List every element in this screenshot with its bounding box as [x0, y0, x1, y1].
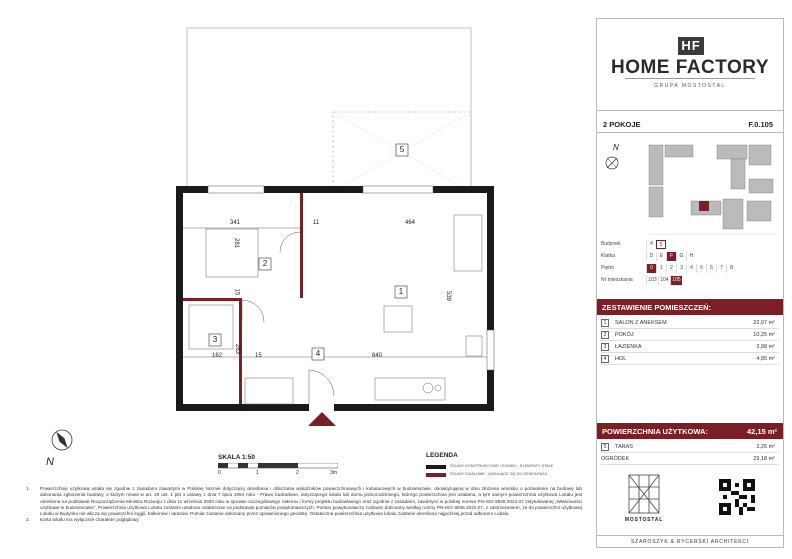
- note-item: [26, 517, 582, 523]
- grid-cell: 2: [666, 264, 676, 273]
- room-row-area: 4,95 m²: [756, 356, 775, 362]
- brand-name: HOME FACTORY: [610, 57, 769, 78]
- note-text: Powierzchnię użytkową ustala się zgodnie z zasadami zawartymi w Polskiej Normie dotyczącej określania i obliczania wskaźników powierzchniowych i kubaturowych w budownictwie, obowiązującej w dniu złożenia wniosku o pozwolenie na budowę lub dokonania zgłoszenia budowy, o którym mowa w art. 29 ust. 1 pkt 1 ustawy z dnia 7 lipca 1994 roku - Prawo budowlane, dotyczącego lokalu lub domu jednorodzinnego, którego powierzchnia jest ustalana, a tym samym powierzchnia użytkowa Lokalu jest określona na podstawie Rozporządzenia Ministra Rozwoju z dnia 11 września 2020 roku w sprawie szczegółowego zakresu i formy projektu budowlanego oraz zgodnie z zasadami, zawartymi w polskiej normie PN-ISO 9836:2022.07 zatytułowanej „Właściwości użytkowe w budownictwie”. Powierzchnia użytkowa Lokalu zostanie ustalona ostatecznie na podstawie pomiarów powykonawczych. Pomiar powykonawczy zostanie dokonany według normy PN-ISO 9836:2022.07, z zastrzeżeniem, że do powierzchni użytkowej Lokalu w Budynku nie wlicza się powierzchni loggii, balkonów i tarasów. Pomiar zostanie dokonany przez uprawnionego geodetę. Ostateczna powierzchnia użytkowa lokalu zostanie określona najpóźniej przed odbiorem Lokalu.: [40, 486, 582, 517]
- room-row-area: 3,98 m²: [756, 344, 775, 350]
- room-row: [601, 319, 779, 329]
- grid-cell: G: [676, 252, 686, 261]
- grid-cell: 4: [686, 264, 696, 273]
- grid-cell: 1: [656, 264, 666, 273]
- grid-row-stairwell: [601, 251, 696, 261]
- grid-row-building: [601, 239, 666, 249]
- room-row-name: POKÓJ: [615, 332, 634, 338]
- compass-small-icon: [603, 143, 621, 173]
- scale-bar: [218, 454, 348, 484]
- usable-area-label: POWIERZCHNIA UŻYTKOWA:: [602, 427, 708, 436]
- scale-title: SKALA 1:50: [218, 454, 255, 461]
- grid-label: Budynek: [601, 241, 621, 247]
- legend-title: LEGENDA: [426, 452, 458, 459]
- room-number-4: 4: [315, 349, 321, 358]
- room-row-area: 22,97 m²: [753, 320, 775, 326]
- room-row-name: HOL: [615, 356, 627, 362]
- grid-row-floor: [601, 263, 736, 273]
- apartment-rooms: 2 POKOJE: [603, 120, 641, 129]
- apartment-bar: [597, 119, 783, 133]
- grid-cell: 6: [706, 264, 716, 273]
- scale-tick: 1: [256, 470, 259, 476]
- qr-code-icon[interactable]: [719, 479, 755, 515]
- room-number-1: 1: [398, 287, 404, 296]
- scale-graphic: [218, 463, 338, 469]
- grid-cell: 103: [646, 276, 658, 285]
- usable-area-value: 42,15 m²: [746, 427, 777, 436]
- dimension-label: 15: [233, 288, 240, 296]
- compass-icon: [38, 426, 78, 472]
- room-number-2: 2: [262, 259, 268, 268]
- extra-area-name: OGRÓDEK: [601, 456, 630, 462]
- room-row-name: ŁAZIENKA: [615, 344, 642, 350]
- grid-cell: H: [686, 252, 696, 261]
- dimension-label: 283: [234, 343, 241, 355]
- brand-badge: HF: [678, 37, 704, 55]
- entrance-arrow: [308, 412, 336, 426]
- north-label: N: [46, 456, 54, 468]
- dimension-label: 281: [233, 237, 240, 249]
- grid-cell-active: 0: [646, 264, 656, 273]
- dimension-label: 539: [445, 290, 452, 302]
- notes: [26, 486, 582, 524]
- extra-area-row: [601, 455, 779, 465]
- grid-cell-active: 5: [656, 240, 666, 249]
- grid-label: Nr mieszkania: [601, 277, 633, 283]
- dimension-label: 15: [255, 353, 262, 359]
- grid-cell: 5: [696, 264, 706, 273]
- grid-cell: 104: [658, 276, 670, 285]
- room-row: [601, 343, 779, 353]
- rooms-header: ZESTAWIENIE POMIESZCZEŃ:: [597, 299, 783, 315]
- room-row-number: 3: [601, 343, 609, 351]
- scale-tick: 2: [296, 470, 299, 476]
- room-row: [601, 355, 779, 365]
- extra-area-row: [601, 443, 779, 453]
- dimension-label: 162: [212, 353, 223, 359]
- grid-cell: D: [646, 252, 656, 261]
- grid-cell: E: [656, 252, 666, 261]
- dimension-label: 11: [313, 220, 320, 226]
- building-key-plan: [647, 139, 777, 239]
- grid-cell: 3: [676, 264, 686, 273]
- apartment-code: F.0.105: [748, 120, 773, 129]
- extra-area-name: TARAS: [615, 444, 633, 450]
- grid-cell-active: F: [666, 252, 676, 261]
- note-text: Karta lokalu ma wyłącznie charakter poglądowy.: [40, 517, 140, 523]
- extra-area-value: 29,18 m²: [753, 456, 775, 462]
- dimension-label: 640: [372, 353, 383, 359]
- partition-walls: [183, 193, 303, 404]
- extra-area-number: 5: [601, 443, 609, 451]
- room-number-5: 5: [399, 145, 405, 154]
- scale-ticks: [218, 470, 338, 484]
- legend-item: [426, 472, 586, 478]
- grid-cell-active: 105: [670, 276, 682, 285]
- room-row: [601, 331, 779, 341]
- note-index: 2.: [26, 517, 30, 523]
- legend: [426, 452, 586, 486]
- brand-group: GRUPA MOSTOSTAL: [654, 83, 726, 89]
- legend-text: ŚCIANY KONSTRUKCYJNE I KOMINY - ELEMENTY STAŁE: [450, 464, 554, 468]
- grid-label: Piętro: [601, 265, 615, 271]
- room-row-area: 10,25 m²: [753, 332, 775, 338]
- room-row-number: 2: [601, 331, 609, 339]
- legend-swatch: [426, 473, 446, 477]
- brand-logo: [597, 19, 783, 111]
- contractor-label: MOSTOSTAL: [624, 517, 664, 523]
- dimension-label: 341: [230, 220, 241, 226]
- grid-cell: 7: [716, 264, 726, 273]
- room-row-number: 1: [601, 319, 609, 327]
- dimension-label: 464: [405, 220, 416, 226]
- note-index: 1.: [26, 486, 30, 491]
- note-item: [26, 486, 582, 517]
- legend-text: ŚCIANY DZIAŁOWE - NADAJĄCE SIĘ DO DEMONTAŻU: [450, 472, 548, 476]
- info-panel: [596, 18, 784, 548]
- grid-row-apartment: [601, 275, 682, 285]
- legend-swatch: [426, 465, 446, 469]
- room-row-name: SALON Z ANEKSEM: [615, 320, 667, 326]
- room-row-number: 4: [601, 355, 609, 363]
- usable-area-bar: [597, 423, 783, 439]
- extra-area-value: 3,26 m²: [756, 444, 775, 450]
- grid-cell: 8: [726, 264, 736, 273]
- architects-label: SZAROSZYK & RYCERSKI ARCHITEKCI: [597, 535, 783, 545]
- north-label-small: N: [613, 143, 619, 152]
- brand-divider: [625, 78, 755, 79]
- room-number-3: 3: [212, 335, 218, 344]
- scale-tick: 0: [218, 470, 221, 476]
- scale-tick: 3m: [330, 470, 337, 476]
- grid-cell: 4: [646, 240, 656, 249]
- grid-label: Klatka: [601, 253, 615, 259]
- legend-item: [426, 464, 586, 470]
